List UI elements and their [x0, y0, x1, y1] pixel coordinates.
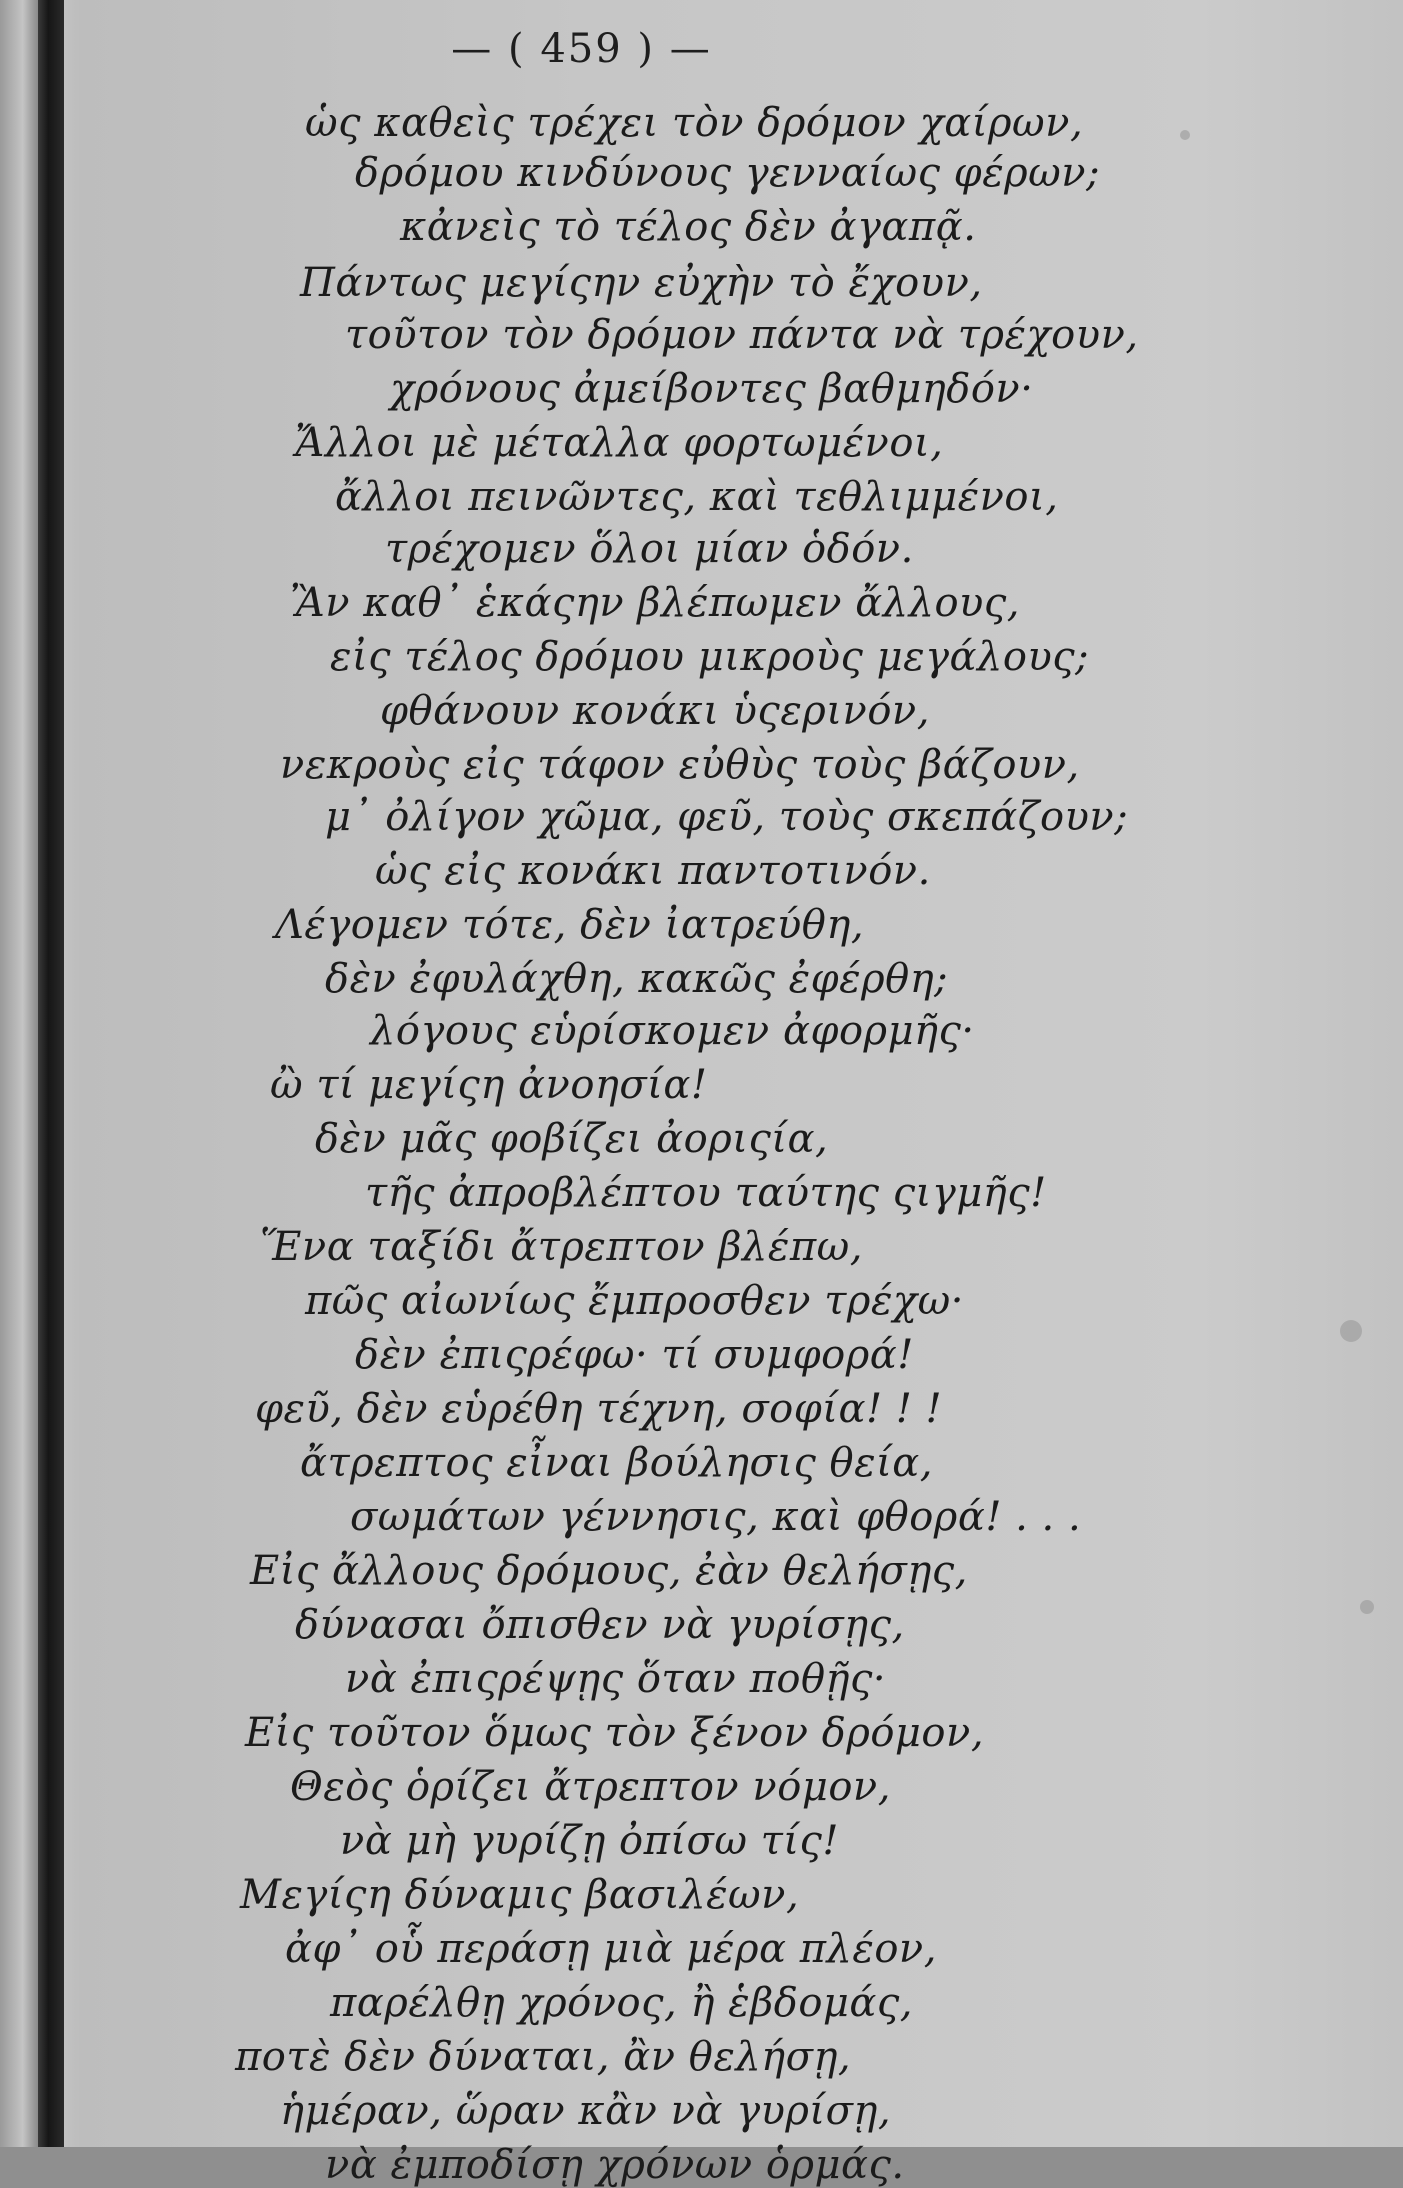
poem-line: Εἰς τοῦτον ὅμως τὸν ξένον δρόμον,: [245, 1710, 985, 1756]
paper-speck: [1180, 130, 1190, 140]
poem-line: δὲν μᾶς φοβίζει ἀοριςία,: [315, 1116, 829, 1162]
poem-line: κἀνεὶς τὸ τέλος δὲν ἀγαπᾷ.: [400, 204, 977, 250]
poem-line: Ἂν καθ᾽ ἑκάςην βλέπωμεν ἄλλους,: [290, 580, 1020, 626]
poem-line: ποτὲ δὲν δύναται, ἂν θελήσῃ,: [235, 2034, 852, 2080]
poem-line: ἄτρεπτος εἶναι βούλησις θεία,: [300, 1440, 934, 1486]
page-gutter: [0, 0, 38, 2147]
poem-line: ὡς καθεὶς τρέχει τὸν δρόμον χαίρων,: [305, 100, 1084, 146]
poem-line: δὲν ἐφυλάχθη, κακῶς ἐφέρθη;: [325, 956, 949, 1002]
poem-line: νὰ ἐπιςρέψῃς ὅταν ποθῇς·: [345, 1656, 887, 1702]
poem-line: Ἕνα ταξίδι ἄτρεπτον βλέπω,: [260, 1224, 863, 1270]
poem-line: Πάντως μεγίςην εὐχὴν τὸ ἔχουν,: [300, 260, 983, 306]
poem-line: ὢ τί μεγίςη ἀνοησία!: [270, 1062, 708, 1108]
poem-line: Μεγίςη δύναμις βασιλέων,: [240, 1872, 800, 1918]
poem-line: ἀφ᾽ οὗ περάσῃ μιὰ μέρα πλέον,: [285, 1926, 937, 1972]
poem-line: Εἰς ἄλλους δρόμους, ἐὰν θελήσῃς,: [250, 1548, 968, 1594]
poem-line: νεκροὺς εἰς τάφον εὐθὺς τοὺς βάζουν,: [280, 742, 1080, 788]
paper-speck: [1340, 1320, 1362, 1342]
poem-line: τοῦτον τὸν δρόμον πάντα νὰ τρέχουν,: [345, 312, 1139, 358]
page-number: — ( 459 ) —: [451, 26, 712, 72]
poem-line: τῆς ἀπροβλέπτου ταύτης ςιγμῆς!: [365, 1170, 1047, 1216]
poem-line: ἄλλοι πεινῶντες, καὶ τεθλιμμένοι,: [335, 474, 1059, 520]
poem-line: φεῦ, δὲν εὑρέθη τέχνη, σοφία! ! !: [255, 1386, 943, 1432]
poem-line: φθάνουν κονάκι ὑςερινόν,: [380, 688, 930, 734]
poem-line: παρέλθῃ χρόνος, ἢ ἑβδομάς,: [330, 1980, 914, 2026]
poem-line: νὰ μὴ γυρίζῃ ὀπίσω τίς!: [340, 1818, 839, 1864]
poem-line: ἡμέραν, ὥραν κἂν νὰ γυρίσῃ,: [280, 2088, 892, 2134]
poem-line: σωμάτων γέννησις, καὶ φθορά! . . .: [350, 1494, 1082, 1540]
poem-line: δύνασαι ὄπισθεν νὰ γυρίσῃς,: [295, 1602, 905, 1648]
poem-line: μ᾽ ὀλίγον χῶμα, φεῦ, τοὺς σκεπάζουν;: [325, 794, 1129, 840]
poem-line: πῶς αἰωνίως ἔμπροσθεν τρέχω·: [305, 1278, 964, 1324]
poem-line: Θεὸς ὁρίζει ἄτρεπτον νόμον,: [290, 1764, 891, 1810]
poem-line: ὡς εἰς κονάκι παντοτινόν.: [375, 848, 931, 894]
poem-line: νὰ ἐμποδίσῃ χρόνων ὁρμάς.: [325, 2142, 905, 2188]
poem-line: Λέγομεν τότε, δὲν ἰατρεύθη,: [275, 902, 865, 948]
book-binding-edge: [38, 0, 64, 2147]
poem-line: δρόμου κινδύνους γενναίως φέρων;: [355, 150, 1101, 196]
poem-line: τρέχομεν ὅλοι μίαν ὁδόν.: [385, 526, 914, 572]
poem-line: χρόνους ἀμείβοντες βαθμηδόν·: [390, 366, 1034, 412]
poem-line: εἰς τέλος δρόμου μικροὺς μεγάλους;: [330, 634, 1090, 680]
poem-line: Ἄλλοι μὲ μέταλλα φορτωμένοι,: [295, 420, 944, 466]
poem-line: λόγους εὑρίσκομεν ἀφορμῆς·: [370, 1008, 975, 1054]
paper-speck: [1360, 1600, 1374, 1614]
poem-line: δὲν ἐπιςρέφω· τί συμφορά!: [355, 1332, 914, 1378]
